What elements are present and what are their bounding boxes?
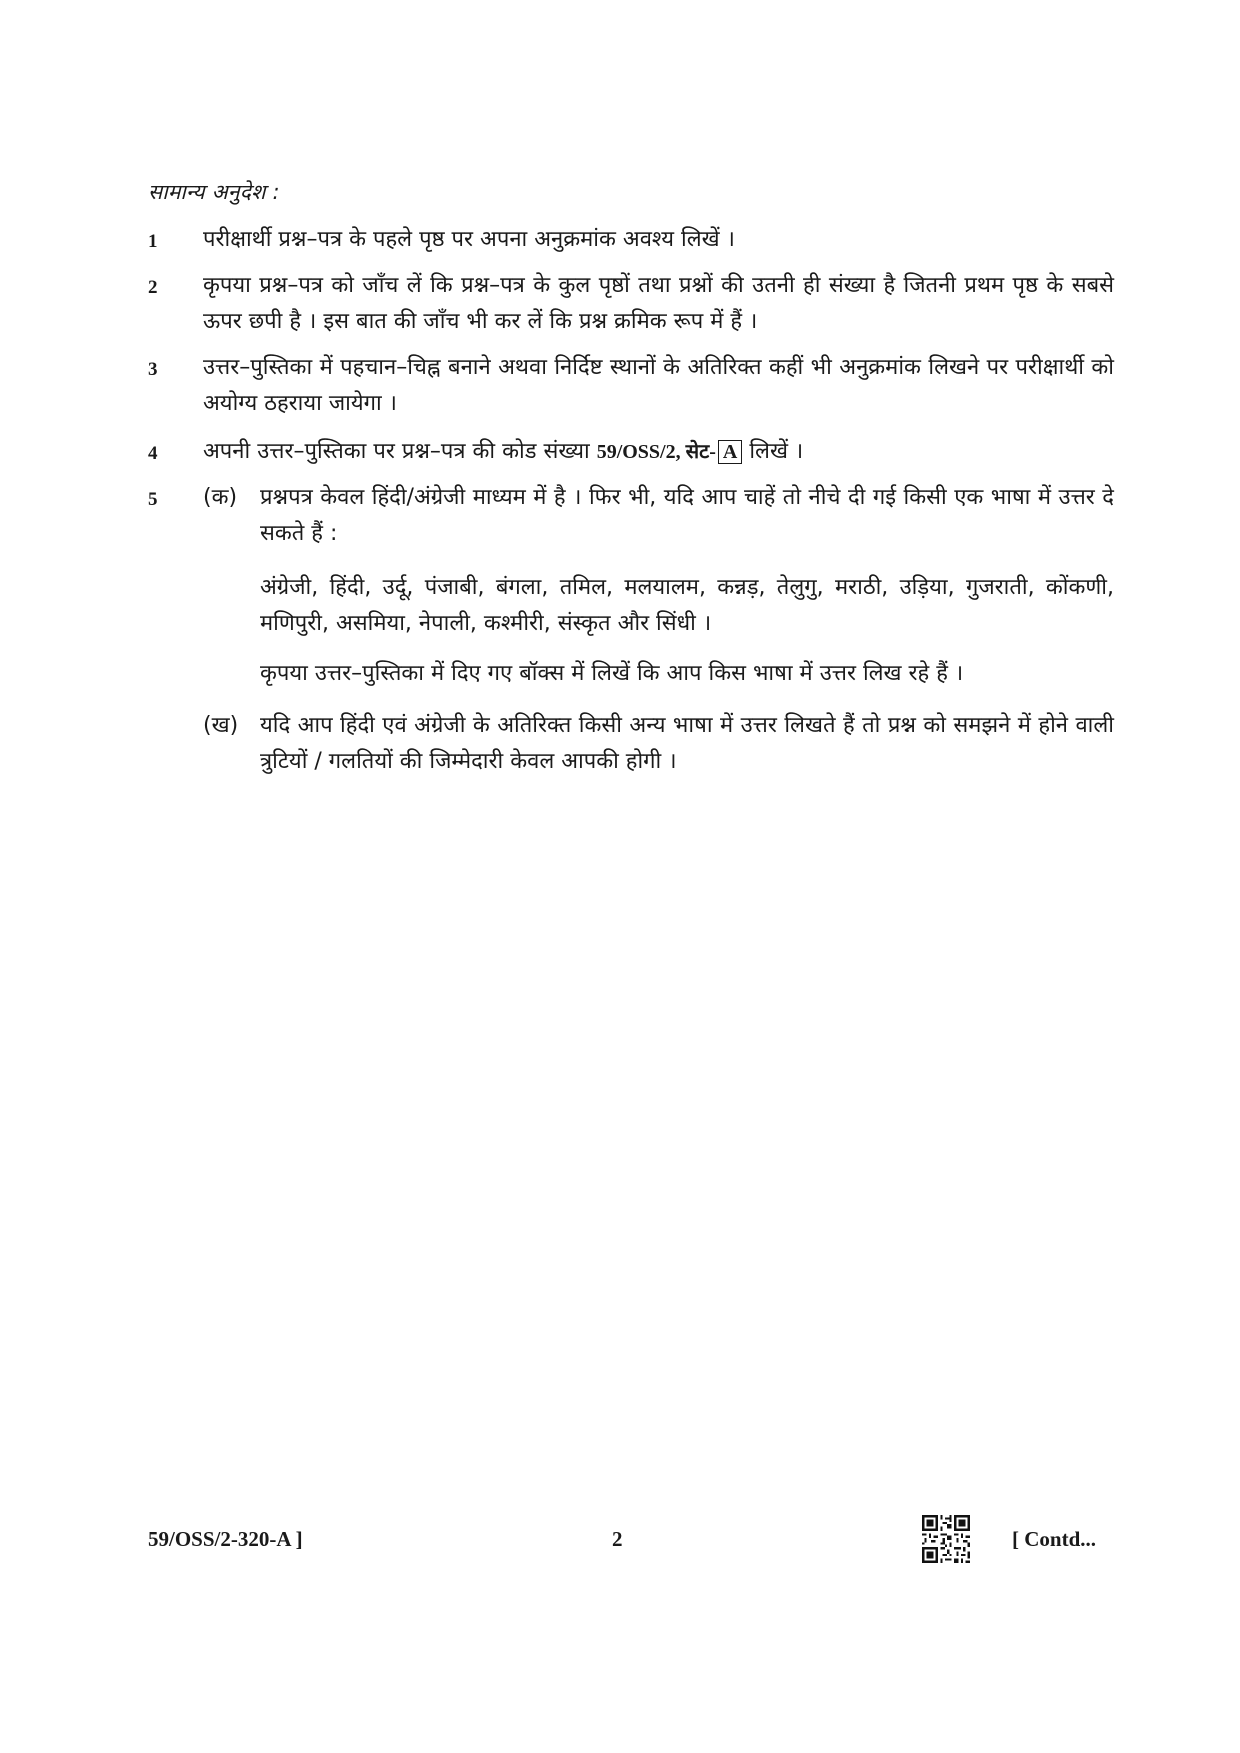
sub-label-a: (क) [203,485,238,510]
language-box-note: कृपया उत्तर–पुस्तिका में दिए गए बॉक्स में लिखें कि आप किस भाषा में उत्तर लिख रहे हैं । [260,661,964,686]
footer-paper-code: 59/OSS/2-320-A ] [148,1527,303,1551]
instruction-text-after: लिखें । [749,439,804,464]
instruction-item-3 [148,350,1114,422]
paper-code: 59/OSS/2, सेट- [596,441,716,463]
instruction-item-5 [148,480,1114,780]
instruction-item-2 [148,268,1114,340]
instruction-text-before: अपनी उत्तर–पुस्तिका पर प्रश्न–पत्र की कोड संख्या [203,439,590,464]
instruction-text: परीक्षार्थी प्रश्न–पत्र के पहले पृष्ठ पर अपना अनुक्रमांक अवश्य लिखें । [203,227,735,252]
sub-instruction-b-text: यदि आप हिंदी एवं अंग्रेजी के अतिरिक्त किसी अन्य भाषा में उत्तर लिखते हैं तो प्रश्न को समझने में होने वाली त्रुटियों / गलतियों की जिम्मेदारी केवल आपकी होगी । [260,713,1114,774]
languages-list: अंग्रेजी, हिंदी, उर्दू, पंजाबी, बंगला, तमिल, मलयालम, कन्नड़, तेलुगु, मराठी, उड़िया, गुजराती, कोंकणी, मणिपुरी, असमिया, नेपाली, कश्मीरी, संस्कृत और सिंधी । [260,575,1114,636]
instruction-item-4 [148,434,1114,470]
page-number: 2 [612,1527,623,1551]
instruction-number: 4 [148,443,158,464]
set-letter-box: A [718,440,742,464]
sub-label-b: (ख) [203,713,239,738]
instruction-text: उत्तर–पुस्तिका में पहचान–चिह्न बनाने अथवा निर्दिष्ट स्थानों के अतिरिक्त कहीं भी अनुक्रमांक लिखने पर परीक्षार्थी को अयोग्य ठहराया जायेगा । [203,355,1114,416]
qr-code-icon [922,1515,970,1563]
general-instructions-heading: सामान्य अनुदेश : [148,180,280,204]
instruction-number: 2 [148,277,158,298]
sub-instruction-a [203,480,1114,692]
instruction-text: कृपया प्रश्न–पत्र को जाँच लें कि प्रश्न–पत्र के कुल पृष्ठों तथा प्रश्नों की उतनी ही संख्या है जितनी प्रथम पृष्ठ के सबसे ऊपर छपी है । इस बात की जाँच भी कर लें कि प्रश्न क्रमिक रूप में हैं । [203,273,1114,334]
continued-label: [ Contd... [1012,1527,1097,1551]
instruction-number: 5 [148,489,158,510]
instruction-number: 3 [148,359,158,380]
instruction-number: 1 [148,231,158,252]
sub-instruction-a-text: प्रश्नपत्र केवल हिंदी/अंग्रेजी माध्यम में है । फिर भी, यदि आप चाहें तो नीचे दी गई किसी एक भाषा में उत्तर दे सकते हैं : [260,485,1114,546]
instruction-item-1 [148,222,1114,258]
instruction-text [203,434,1114,470]
sub-instruction-b [203,708,1114,780]
